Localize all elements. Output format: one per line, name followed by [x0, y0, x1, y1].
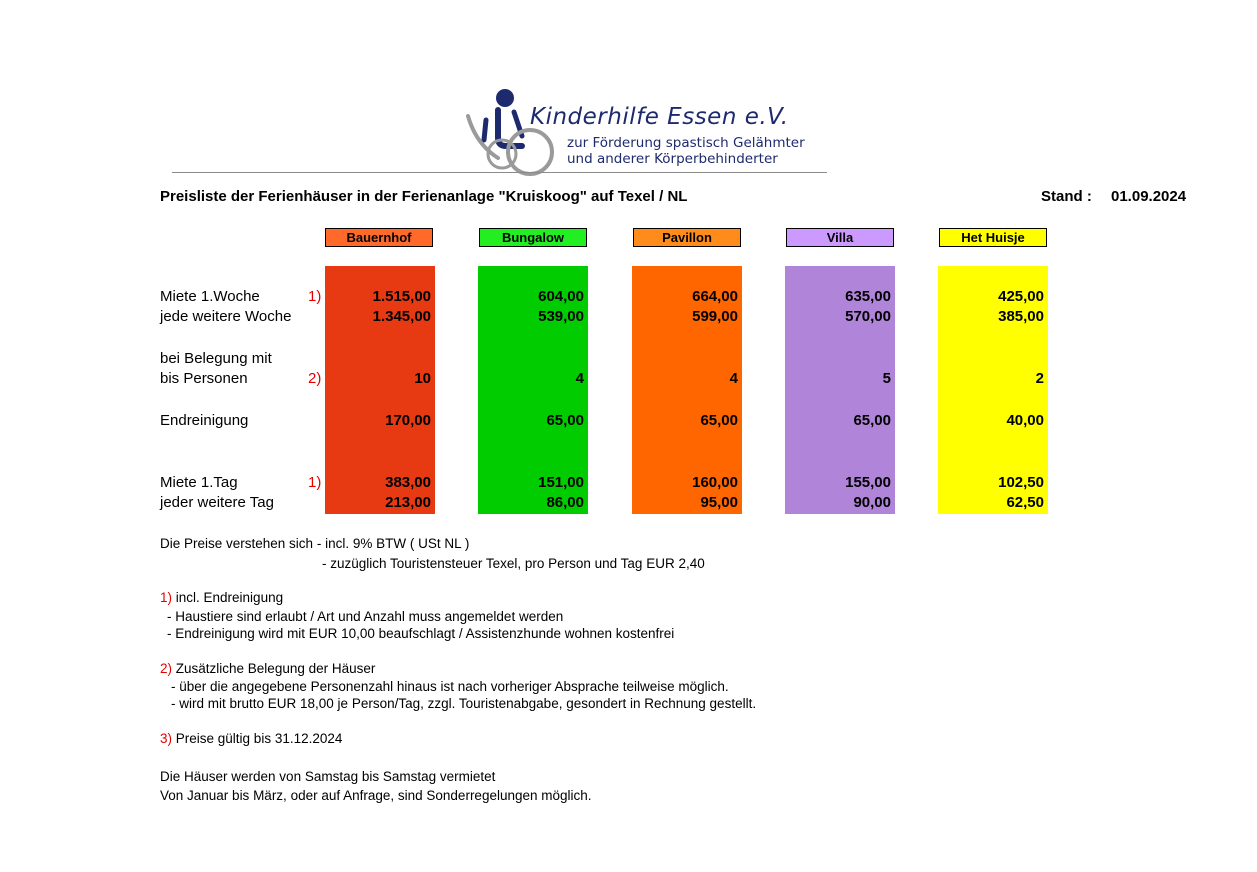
row-label-miete-tag1: Miete 1.Tag: [160, 474, 238, 491]
price-miete-woche1: 664,00: [692, 288, 738, 305]
price-personen: 4: [729, 370, 738, 387]
price-miete-tag1: 383,00: [385, 474, 431, 491]
price-miete-tag1: 151,00: [538, 474, 584, 491]
price-weitere-woche: 1.345,00: [372, 308, 431, 325]
price-weiterer-tag: 86,00: [546, 494, 584, 511]
note-2-line1: - über die angegebene Personenzahl hinaus ist nach vorheriger Absprache teilweise möglich.: [171, 679, 729, 694]
house-label-bauernhof: Bauernhof: [325, 228, 433, 247]
price-miete-tag1: 155,00: [845, 474, 891, 491]
price-column-villa: [785, 266, 895, 514]
row-label-belegung: bei Belegung mit: [160, 350, 272, 367]
price-weitere-woche: 599,00: [692, 308, 738, 325]
house-label-het-huisje: Het Huisje: [939, 228, 1047, 247]
price-weitere-woche: 570,00: [845, 308, 891, 325]
price-miete-woche1: 604,00: [538, 288, 584, 305]
row-label-endreinigung: Endreinigung: [160, 412, 249, 429]
price-endreinigung: 65,00: [700, 412, 738, 429]
price-weiterer-tag: 62,50: [1006, 494, 1044, 511]
logo-subtitle-line2: und anderer Körperbehinderter: [567, 151, 778, 167]
row-label-weiterer-tag: jeder weitere Tag: [160, 494, 274, 511]
price-column-bauernhof: [325, 266, 435, 514]
note-1-title: incl. Endreinigung: [172, 590, 284, 605]
note-3-heading: [160, 731, 342, 746]
price-endreinigung: 65,00: [853, 412, 891, 429]
logo-divider: [172, 172, 827, 173]
note-1-ref: 1): [160, 590, 173, 605]
note-2-ref: 2): [160, 661, 173, 676]
note-1-line1: - Haustiere sind erlaubt / Art und Anzahl muss angemeldet werden: [167, 609, 564, 624]
house-label-villa: Villa: [786, 228, 894, 247]
logo-title: Kinderhilfe Essen e.V.: [530, 104, 789, 130]
row-label-miete-woche1: Miete 1.Woche: [160, 288, 260, 305]
price-weitere-woche: 385,00: [998, 308, 1044, 325]
row-ref-personen: 2): [308, 370, 322, 387]
house-label-bungalow: Bungalow: [479, 228, 587, 247]
price-personen: 2: [1035, 370, 1044, 387]
stand-label: Stand :: [1041, 188, 1092, 205]
price-weiterer-tag: 90,00: [853, 494, 891, 511]
note-preise-line2: - zuzüglich Touristensteuer Texel, pro Person und Tag EUR 2,40: [322, 556, 705, 571]
price-endreinigung: 65,00: [546, 412, 584, 429]
stand-date: 01.09.2024: [1111, 188, 1187, 205]
price-endreinigung: 40,00: [1006, 412, 1044, 429]
row-label-weitere-woche: jede weitere Woche: [160, 308, 292, 325]
note-3-title: Preise gültig bis 31.12.2024: [172, 731, 343, 746]
price-miete-woche1: 425,00: [998, 288, 1044, 305]
price-miete-tag1: 160,00: [692, 474, 738, 491]
price-endreinigung: 170,00: [385, 412, 431, 429]
price-miete-tag1: 102,50: [998, 474, 1044, 491]
price-personen: 10: [414, 370, 431, 387]
price-weitere-woche: 539,00: [538, 308, 584, 325]
note-2-heading: [160, 661, 375, 676]
row-label-personen: bis Personen: [160, 370, 248, 387]
price-personen: 5: [882, 370, 891, 387]
note-2-title: Zusätzliche Belegung der Häuser: [172, 661, 376, 676]
page-title: Preisliste der Ferienhäuser in der Ferienanlage "Kruiskoog" auf Texel / NL: [160, 188, 688, 205]
note-1-heading: [160, 590, 283, 605]
house-label-pavillon: Pavillon: [633, 228, 741, 247]
price-miete-woche1: 1.515,00: [372, 288, 431, 305]
note-3-ref: 3): [160, 731, 173, 746]
footer-line1: Die Häuser werden von Samstag bis Samstag vermietet: [160, 769, 496, 784]
footer-line2: Von Januar bis März, oder auf Anfrage, sind Sonderregelungen möglich.: [160, 788, 592, 803]
price-column-pavillon: [632, 266, 742, 514]
price-miete-woche1: 635,00: [845, 288, 891, 305]
note-1-line2: - Endreinigung wird mit EUR 10,00 beaufschlagt / Assistenzhunde wohnen kostenfrei: [167, 626, 675, 641]
note-2-line2: - wird mit brutto EUR 18,00 je Person/Tag, zzgl. Touristenabgabe, gesondert in Rechnung gestellt.: [171, 696, 757, 711]
logo-subtitle-line1: zur Förderung spastisch Gelähmter: [567, 135, 805, 151]
note-preise-line1: Die Preise verstehen sich - incl. 9% BTW ( USt NL ): [160, 536, 470, 551]
price-weiterer-tag: 95,00: [700, 494, 738, 511]
price-weiterer-tag: 213,00: [385, 494, 431, 511]
price-column-bungalow: [478, 266, 588, 514]
price-personen: 4: [575, 370, 584, 387]
row-ref-miete-woche1: 1): [308, 288, 322, 305]
price-column-het-huisje: [938, 266, 1048, 514]
row-ref-miete-tag1: 1): [308, 474, 322, 491]
wheelchair-icon: [462, 86, 572, 178]
